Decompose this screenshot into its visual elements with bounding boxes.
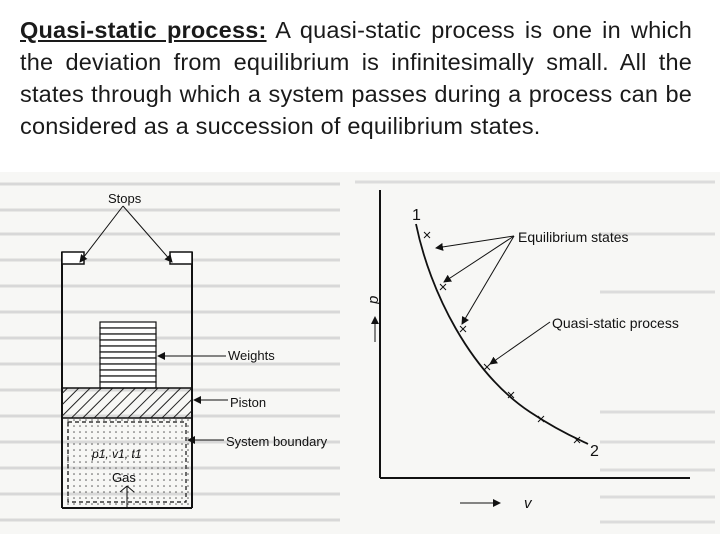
figure-area — [0, 172, 720, 534]
label-quasi-static-process: Quasi-static process — [552, 315, 679, 331]
label-equilibrium-states: Equilibrium states — [518, 229, 629, 245]
piston — [62, 388, 192, 418]
label-gas-properties: p1, v1, t1 — [92, 447, 142, 461]
definition-term: Quasi-static process: — [20, 17, 267, 43]
weights-stack — [100, 322, 156, 388]
stop-left — [62, 252, 84, 264]
stop-right — [170, 252, 192, 264]
pv-point-1: 1 — [412, 207, 421, 224]
label-piston: Piston — [230, 395, 267, 410]
pv-x-axis-label: v — [524, 495, 532, 512]
equilibrium-state-marks — [424, 232, 580, 443]
pv-point-2: 2 — [590, 443, 599, 460]
label-weights: Weights — [228, 348, 275, 363]
label-stops: Stops — [108, 191, 142, 206]
pv-y-axis-label: p — [365, 295, 382, 304]
label-gas: Gas — [112, 470, 136, 485]
quasi-static-leader — [490, 322, 550, 364]
label-system-boundary: System boundary — [226, 434, 328, 449]
figure-svg — [0, 172, 720, 534]
definition-paragraph — [20, 14, 692, 142]
definition-text: A quasi-static process is one in which the deviation from equilibrium is infinitesimally small. All the states through which a system passes during a process can be considered as a succession of equilibrium states. — [20, 17, 692, 139]
equilibrium-leaders — [436, 236, 514, 324]
